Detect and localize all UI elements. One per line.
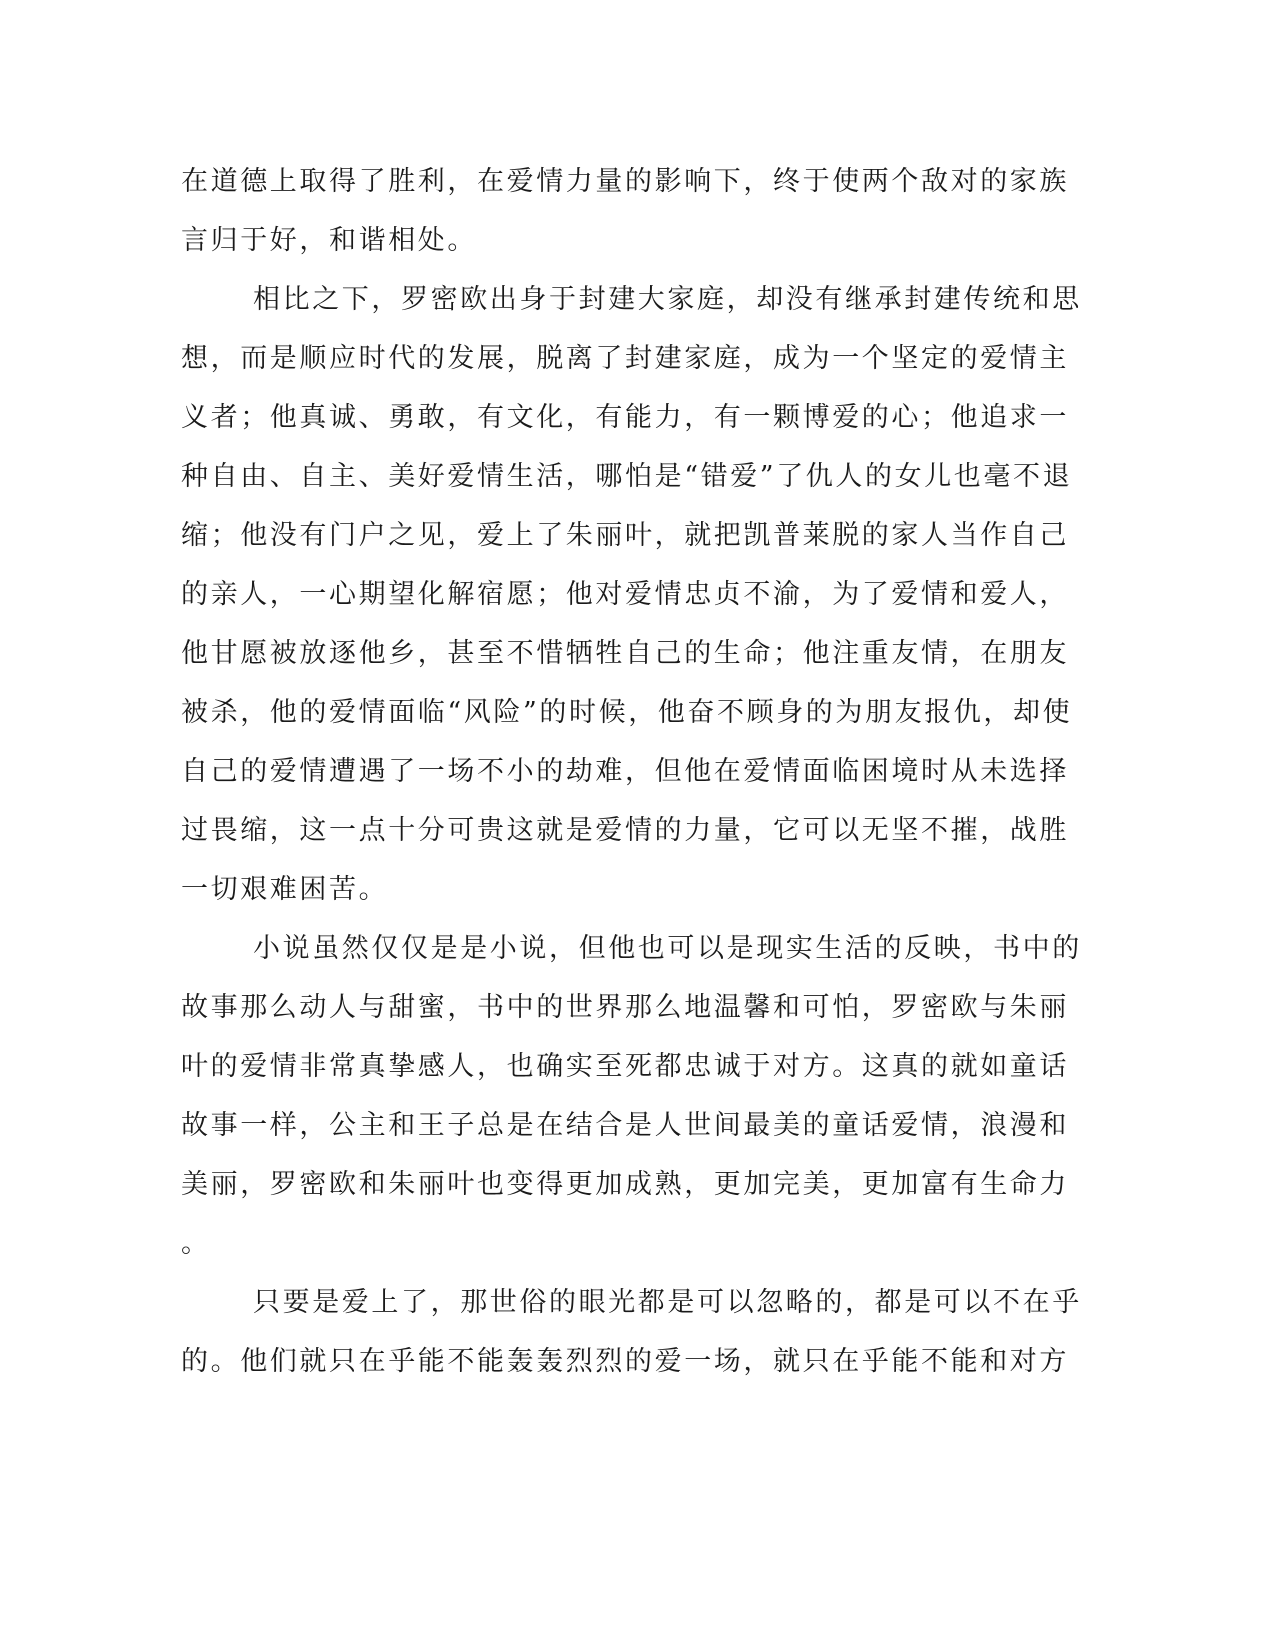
text-line: 他甘愿被放逐他乡，甚至不惜牺牲自己的生命；他注重友情，在朋友 xyxy=(181,638,1069,669)
text-line: 在道德上取得了胜利，在爱情力量的影响下，终于使两个敌对的家族 xyxy=(181,166,1069,197)
text-line: 叶的爱情非常真挚感人，也确实至死都忠诚于对方。这真的就如童话 xyxy=(181,1051,1069,1082)
paragraph-1 xyxy=(181,152,1069,270)
text-line: 自己的爱情遭遇了一场不小的劫难，但他在爱情面临困境时从未选择 xyxy=(181,756,1069,787)
paragraph-3 xyxy=(181,919,1082,1273)
paragraph-4 xyxy=(181,1273,1082,1391)
text-line: 义者；他真诚、勇敢，有文化，有能力，有一颗博爱的心；他追求一 xyxy=(181,402,1069,433)
text-line: 只要是爱上了，那世俗的眼光都是可以忽略的，都是可以不在乎 xyxy=(253,1287,1082,1318)
text-line: 缩；他没有门户之见，爱上了朱丽叶，就把凯普莱脱的家人当作自己 xyxy=(181,520,1069,551)
text-line: 美丽，罗密欧和朱丽叶也变得更加成熟，更加完美，更加富有生命力 xyxy=(181,1169,1069,1200)
text-line: 言归于好，和谐相处。 xyxy=(181,225,477,256)
text-line: 过畏缩，这一点十分可贵这就是爱情的力量，它可以无坚不摧，战胜 xyxy=(181,815,1069,846)
text-line: 故事一样，公主和王子总是在结合是人世间最美的童话爱情，浪漫和 xyxy=(181,1110,1069,1141)
text-line: 想，而是顺应时代的发展，脱离了封建家庭，成为一个坚定的爱情主 xyxy=(181,343,1069,374)
document-body xyxy=(181,152,1082,1391)
text-line: 一切艰难困苦。 xyxy=(181,874,389,905)
text-line: 。 xyxy=(181,1228,211,1259)
text-line: 相比之下，罗密欧出身于封建大家庭，却没有继承封建传统和思 xyxy=(253,284,1082,315)
text-line: 种自由、自主、美好爱情生活，哪怕是“错爱”了仇人的女儿也毫不退 xyxy=(181,461,1073,492)
text-line: 被杀，他的爱情面临“风险”的时候，他奋不顾身的为朋友报仇，却使 xyxy=(181,697,1073,728)
paragraph-2 xyxy=(181,270,1082,919)
text-line: 小说虽然仅仅是是小说，但他也可以是现实生活的反映，书中的 xyxy=(253,933,1082,964)
text-line: 故事那么动人与甜蜜，书中的世界那么地温馨和可怕，罗密欧与朱丽 xyxy=(181,992,1069,1023)
text-line: 的。他们就只在乎能不能轰轰烈烈的爱一场，就只在乎能不能和对方 xyxy=(181,1346,1069,1377)
text-line: 的亲人，一心期望化解宿愿；他对爱情忠贞不渝，为了爱情和爱人， xyxy=(181,579,1069,610)
